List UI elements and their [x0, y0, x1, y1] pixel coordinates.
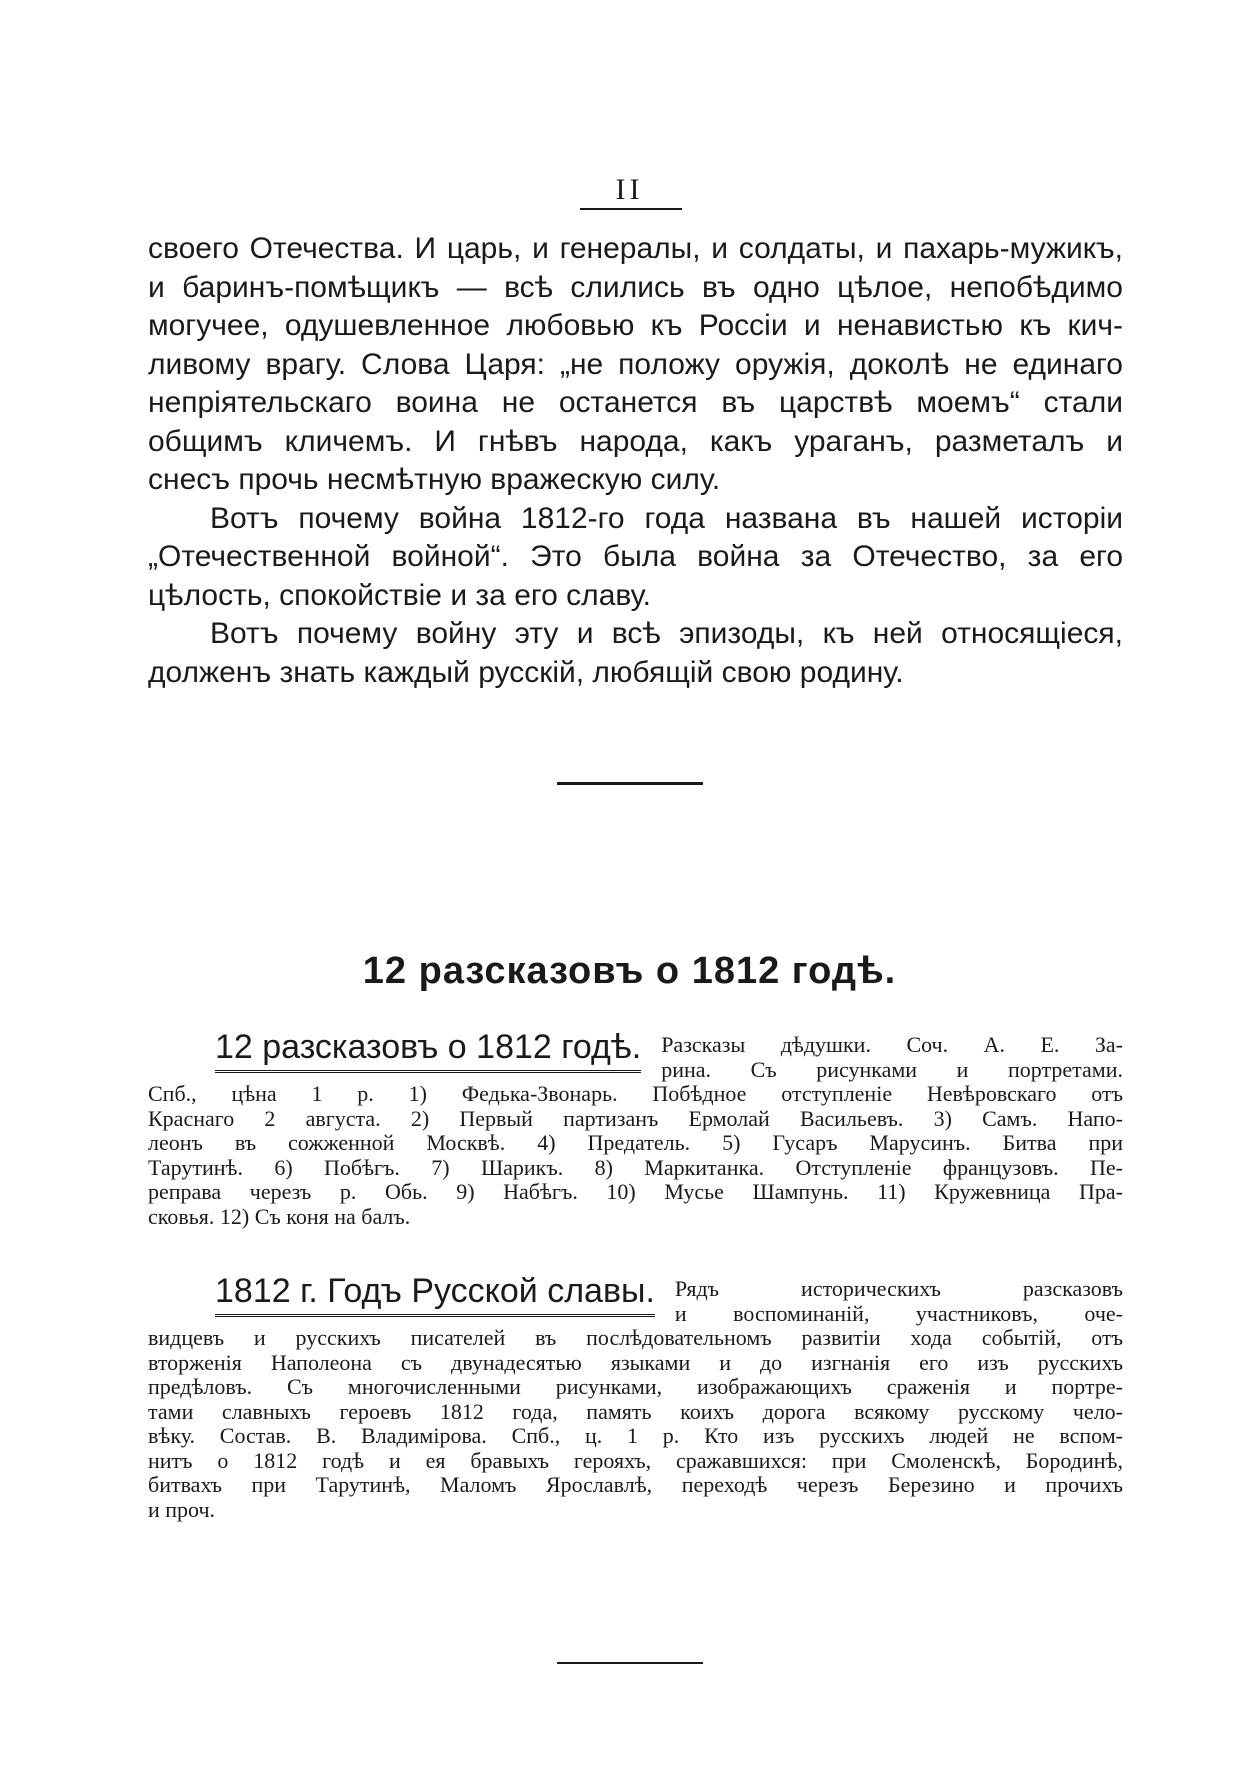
- entry-head-line: Разсказы дѣдушки. Соч. А. Е. За-: [661, 1033, 1123, 1057]
- catalog-entry: [148, 1277, 1123, 1522]
- entry-body-line: тами славныхъ героевъ 1812 года, память коихъ дорога всякому русскому чело-: [148, 1398, 1123, 1424]
- entry-head-line: и воспоминаній, участниковъ, оче-: [674, 1300, 1123, 1326]
- section-heading: 12 разсказовъ о 1812 годѣ.: [362, 950, 897, 992]
- entry-title: 12 разсказовъ о 1812 годѣ.: [215, 1033, 641, 1073]
- intro-line: могучее, одушевленное любовью къ Россіи и ненавистью къ кич-: [148, 309, 1123, 342]
- entry-head: [148, 1277, 1123, 1326]
- entry-body-line: леонъ въ сожженной Москвѣ. 4) Предатель. 5) Гусаръ Марусинъ. Битва при: [148, 1130, 1123, 1155]
- intro-line: цѣлость, спокойствіе и за его славу.: [148, 578, 651, 612]
- entry-body-line: вторженія Наполеона съ двунадесятью языками и до изгнанія его изъ русскихъ: [148, 1349, 1123, 1375]
- entry-body-line: Тарутинѣ. 6) Побѣгъ. 7) Шарикъ. 8) Маркитанка. Отступленіе французовъ. Пе-: [148, 1154, 1123, 1180]
- entry-body-line: реправа черезъ р. Обь. 9) Набѣгъ. 10) Мусье Шампунь. 11) Кружевница Пра-: [148, 1179, 1123, 1204]
- intro-line: долженъ знать каждый русскій, любящій свою родину.: [148, 655, 904, 689]
- entry-body-line: предѣловъ. Съ многочисленными рисунками, изображающихъ сраженія и портре-: [148, 1374, 1123, 1399]
- section-divider: [557, 782, 703, 785]
- intro-line: ливому врагу. Слова Царя: „не положу оружія, доколѣ не единаго: [148, 347, 1123, 381]
- entry-head-line: рина. Съ рисунками и портретами.: [661, 1056, 1123, 1082]
- intro-line: Вотъ почему войну эту и всѣ эпизоды, къ ней относящіеся,: [210, 617, 1123, 650]
- entry-body-line: и проч.: [148, 1496, 216, 1522]
- entry-body-line: вѣку. Состав. В. Владимірова. Спб., ц. 1 р. Кто изъ русскихъ людей не вспом-: [148, 1423, 1123, 1448]
- entry-title: 1812 г. Годъ Русской славы.: [215, 1277, 655, 1317]
- entry-body-line: сковья. 12) Съ коня на балъ.: [148, 1203, 411, 1229]
- entry-body-line: Краснаго 2 августа. 2) Первый партизанъ Ермолай Васильевъ. 3) Самъ. Напо-: [148, 1105, 1123, 1131]
- catalog-entry: [148, 1033, 1123, 1229]
- entry-head: [148, 1033, 1123, 1082]
- page-number: II: [615, 173, 644, 206]
- intro-line: общимъ кличемъ. И гнѣвъ народа, какъ ураганъ, разметалъ и: [148, 424, 1123, 458]
- entry-body-line: Спб., цѣна 1 р. 1) Федька-Звонарь. Побѣдное отступленіе Невѣровскаго отъ: [148, 1081, 1123, 1106]
- intro-line: и баринъ-помѣщикъ — всѣ слились въ одно цѣлое, непобѣдимо: [148, 270, 1123, 304]
- bottom-divider: [557, 1662, 703, 1664]
- entry-body-line: нитъ о 1812 годѣ и ея бравыхъ герояхъ, сражавшихся: при Смоленскѣ, Бородинѣ,: [148, 1447, 1123, 1473]
- intro-line: снесъ прочь несмѣтную вражескую силу.: [148, 463, 721, 496]
- entry-head-line: Рядъ историческихъ разсказовъ: [674, 1277, 1123, 1301]
- intro-line: „Отечественной войной“. Это была война за Отечество, за его: [148, 540, 1123, 573]
- entry-body-line: видцевъ и русскихъ писателей въ послѣдовательномъ развитіи хода событій, отъ: [148, 1325, 1123, 1350]
- page-number-rule: [580, 208, 682, 210]
- intro-text: [148, 230, 1123, 692]
- intro-line: Вотъ почему война 1812-го года названа въ нашей исторіи: [210, 501, 1123, 535]
- intro-line: своего Отечества. И царь, и генералы, и солдаты, и пахарь-мужикъ,: [148, 232, 1123, 265]
- intro-line: непріятельскаго воина не останется въ царствѣ моемъ“ стали: [148, 386, 1123, 419]
- entry-body-line: битвахъ при Тарутинѣ, Маломъ Ярославлѣ, переходѣ черезъ Березино и прочихъ: [148, 1472, 1123, 1497]
